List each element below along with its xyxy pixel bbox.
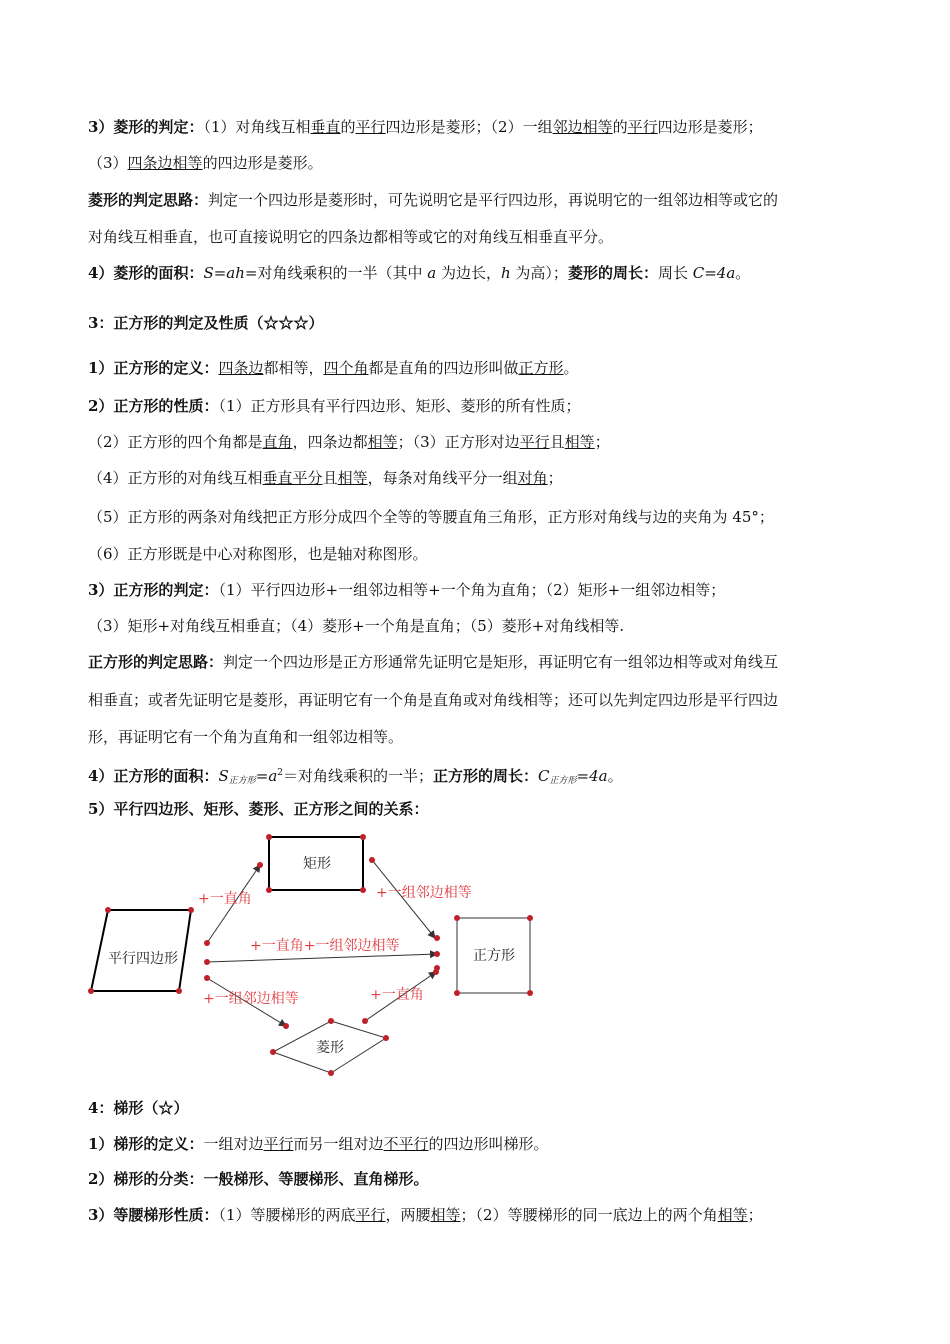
underlined-term: 四条边 [218, 359, 264, 377]
text: 判定一个四边形是正方形通常先证明它是矩形，再证明它有一组邻边相等或对角线互 [223, 653, 779, 671]
text: （4）正方形的对角线互相 [88, 469, 263, 487]
vertex-point [527, 990, 533, 996]
text: 。 [607, 767, 623, 785]
text: （1）等腰梯形的两底 [218, 1206, 356, 1224]
text: 一般梯形、等腰梯形、直角梯形。 [203, 1170, 429, 1188]
square-relation-title: 5）平行四边形、矩形、菱形、正方形之间的关系： [88, 800, 429, 818]
square-area-line [88, 763, 870, 791]
text: 为边长， [436, 264, 501, 282]
trapezoid-def-line [88, 1134, 870, 1154]
vertex-point [105, 907, 111, 913]
rhombus-label: 菱形 [316, 1040, 344, 1056]
vertex-point [527, 915, 533, 921]
text: ； [747, 1206, 763, 1224]
vertex-point [176, 988, 182, 994]
rhombus-judge-title: 3）菱形的判定： [88, 118, 204, 136]
vertex-point [88, 988, 94, 994]
arrow-label-para-rect: +一直角 [198, 891, 252, 907]
text: 一组对边 [203, 1135, 264, 1153]
underlined-term: 平行 [627, 118, 658, 136]
arrow-label-para-rhombus: +一组邻边相等 [203, 991, 299, 1007]
formula: =4a [576, 767, 608, 785]
text: （3） [88, 154, 128, 172]
var: h [500, 264, 511, 282]
trapezoid-class-title: 2）梯形的分类： [88, 1170, 204, 1188]
text: ，两腰 [385, 1206, 431, 1224]
var: C [538, 767, 550, 785]
square-idea-line-2: 相垂直；或者先证明它是菱形，再证明它有一个角是直角或对角线相等；还可以先判定四边形是平行四边 [88, 691, 779, 709]
square-def-line [88, 358, 870, 378]
underlined-term: 相等 [564, 433, 595, 451]
quadrilateral-relation-diagram [80, 825, 560, 1085]
rhombus-area-line [88, 263, 870, 283]
rhombus-idea-line-1 [88, 190, 870, 210]
text: 。 [563, 359, 579, 377]
vertex-point [369, 857, 375, 863]
underlined-term: 相等 [430, 1206, 461, 1224]
vertex-point [434, 965, 440, 971]
square-idea-line-3: 形，再证明它有一个角为直角和一组邻边相等。 [88, 728, 404, 746]
text: ；（2）等腰梯形的同一底边上的两个角 [460, 1206, 718, 1224]
underlined-term: 平行 [263, 1135, 294, 1153]
var: a [268, 767, 278, 785]
text: 。 [735, 264, 751, 282]
vertex-point [266, 887, 272, 893]
text: 判定一个四边形是菱形时，可先说明它是平行四边形，再说明它的一组邻边相等或它的 [208, 191, 779, 209]
text: （1）平行四边形+一组邻边相等+一个角为直角；（2）矩形+一组邻边相等； [218, 581, 726, 599]
vertex-point [270, 1049, 276, 1055]
var: a [427, 264, 437, 282]
text: 的 [612, 118, 628, 136]
text: 对角线互相垂直，也可直接说明它的四条边都相等或它的对角线互相垂直平分。 [88, 228, 614, 246]
text: ＝对角线乘积的一半； [283, 767, 434, 785]
text: ，四条边都 [292, 433, 368, 451]
vertex-point [454, 990, 460, 996]
text: 四边形是菱形； [657, 118, 763, 136]
subscript: 正方形 [228, 776, 256, 786]
square-prop-title: 2）正方形的性质： [88, 397, 219, 415]
underlined-term: 平行 [355, 118, 386, 136]
square-section-title: 3：正方形的判定及性质（☆☆☆） [88, 314, 324, 332]
text: （1）对角线互相 [203, 118, 311, 136]
underlined-term: 正方形 [518, 359, 564, 377]
square-prop-line-2 [88, 432, 870, 452]
trapezoid-class-line [88, 1169, 870, 1189]
formula: C=4a [692, 264, 736, 282]
text: 的四边形叫梯形。 [428, 1135, 549, 1153]
vertex-point [383, 1035, 389, 1041]
square-def-title: 1）正方形的定义： [88, 359, 219, 377]
rhombus-perimeter-title: 菱形的周长： [567, 264, 658, 282]
trapezoid-iso-line [88, 1205, 870, 1225]
text: =对角线乘积的一半（其中 [244, 264, 428, 282]
arrow-para-to-square [207, 954, 437, 962]
square-area-title: 4）正方形的面积： [88, 767, 219, 785]
text: 都是直角的四边形叫做 [368, 359, 519, 377]
text: 为高）； [510, 264, 568, 282]
square-prop-line-1 [88, 396, 870, 416]
text: ； [594, 433, 610, 451]
text: 的 [340, 118, 356, 136]
vertex-point [188, 907, 194, 913]
vertex-point [362, 1018, 368, 1024]
text: 且 [549, 433, 565, 451]
text: 都相等， [263, 359, 324, 377]
square-prop-line-6: （6）正方形既是中心对称图形，也是轴对称图形。 [88, 545, 428, 563]
text: （2）正方形的四个角都是 [88, 433, 263, 451]
arrow-label-rhombus-square: +一直角 [370, 987, 424, 1003]
trapezoid-section-title: 4：梯形（☆） [88, 1099, 189, 1117]
underlined-term: 不平行 [383, 1135, 429, 1153]
text: ，每条对角线平分一组 [367, 469, 518, 487]
underlined-term: 四条边相等 [127, 154, 203, 172]
text: = [255, 767, 269, 785]
underlined-term: 垂直 [310, 118, 341, 136]
text: 而另一组对边 [293, 1135, 384, 1153]
vertex-point [454, 915, 460, 921]
vertex-point [360, 834, 366, 840]
underlined-term: 四个角 [323, 359, 369, 377]
underlined-term: 垂直平分 [262, 469, 323, 487]
square-label: 正方形 [473, 948, 515, 964]
underlined-term: 邻边相等 [552, 118, 613, 136]
square-idea-title: 正方形的判定思路： [88, 653, 224, 671]
square-judge-line-2: （3）矩形+对角线互相垂直；（4）菱形+一个角是直角；（5）菱形+对角线相等. [88, 617, 625, 635]
subscript: 正方形 [549, 776, 577, 786]
var: S [218, 767, 229, 785]
arrow-label-para-square: +一直角+一组邻边相等 [250, 938, 400, 954]
square-perimeter-title: 正方形的周长： [433, 767, 539, 785]
vertex-point [434, 951, 440, 957]
text: 的四边形是菱形。 [202, 154, 323, 172]
rhombus-judge-line-2 [88, 153, 870, 173]
rhombus-area-title: 4）菱形的面积： [88, 264, 204, 282]
square-prop-line-4 [88, 468, 870, 488]
rhombus-idea-line-2 [88, 227, 870, 247]
rhombus-idea-title: 菱形的判定思路： [88, 191, 209, 209]
underlined-term: 平行 [355, 1206, 386, 1224]
text: ；（3）正方形对边 [397, 433, 520, 451]
text: （1）正方形具有平行四边形、矩形、菱形的所有性质； [218, 397, 581, 415]
vertex-point [204, 975, 210, 981]
rectangle-label: 矩形 [303, 856, 331, 872]
vertex-point [266, 834, 272, 840]
vertex-point [257, 862, 263, 868]
square-prop-line-5: （5）正方形的两条对角线把正方形分成四个全等的等腰直角三角形，正方形对角线与边的夹角为 45°； [88, 508, 774, 526]
square-idea-line-1 [88, 652, 870, 672]
vertex-point [283, 1023, 289, 1029]
text: 四边形是菱形；（2）一组 [385, 118, 553, 136]
vertex-point [328, 1070, 334, 1076]
underlined-term: 相等 [717, 1206, 748, 1224]
text: 且 [322, 469, 338, 487]
vertex-point [328, 1018, 334, 1024]
square-judge-line-1 [88, 580, 870, 600]
underlined-term: 相等 [337, 469, 368, 487]
square-judge-title: 3）正方形的判定： [88, 581, 219, 599]
vertex-point [360, 887, 366, 893]
vertex-point [204, 940, 210, 946]
vertex-point [434, 935, 440, 941]
text: 周长 [657, 264, 693, 282]
underlined-term: 平行 [519, 433, 550, 451]
underlined-term: 对角 [517, 469, 548, 487]
text: ； [547, 469, 563, 487]
trapezoid-iso-title: 3）等腰梯形性质： [88, 1206, 219, 1224]
formula: S=ah [203, 264, 245, 282]
vertex-point [204, 959, 210, 965]
arrow-label-rect-square: +一组邻边相等 [376, 885, 472, 901]
trapezoid-def-title: 1）梯形的定义： [88, 1135, 204, 1153]
parallelogram-label: 平行四边形 [108, 951, 178, 967]
underlined-term: 直角 [262, 433, 293, 451]
underlined-term: 相等 [367, 433, 398, 451]
rhombus-judge-line-1 [88, 117, 870, 137]
superscript: 2 [277, 768, 284, 778]
